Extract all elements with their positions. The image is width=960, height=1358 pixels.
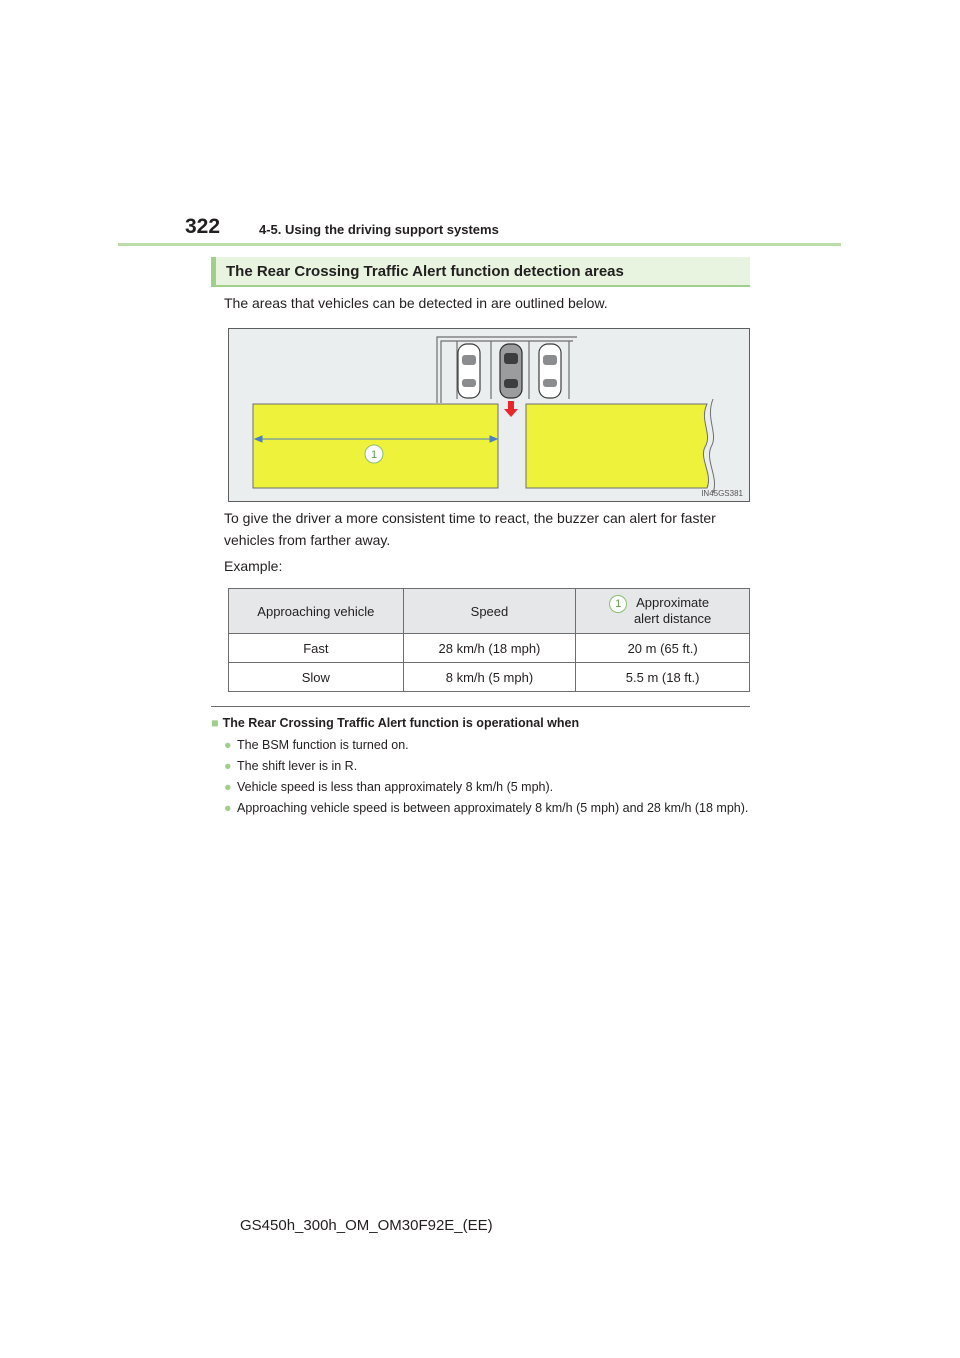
callout-1-badge: 1 xyxy=(609,595,627,613)
section-heading: The Rear Crossing Traffic Alert function detection areas xyxy=(226,263,624,280)
table-header-row xyxy=(229,589,750,634)
footer-document-code: GS450h_300h_OM_OM30F92E_(EE) xyxy=(240,1217,493,1234)
bullet-dot-icon: ● xyxy=(224,780,232,794)
detection-area-diagram xyxy=(229,329,749,501)
list-item: ● Approaching vehicle speed is between approximately 8 km/h (5 mph) and 28 km/h (18 mph). xyxy=(224,801,749,815)
table-cell: Slow xyxy=(229,663,404,692)
table-header-distance xyxy=(576,589,750,634)
table-row xyxy=(229,663,750,692)
body-text-line-1: To give the driver a more consistent time to react, the buzzer can alert for faster xyxy=(224,510,716,526)
table-cell: 8 km/h (5 mph) xyxy=(403,663,576,692)
notes-heading: ■ The Rear Crossing Traffic Alert function is operational when xyxy=(211,716,580,730)
reversing-car-icon xyxy=(500,344,522,398)
list-item: ● Vehicle speed is less than approximately 8 km/h (5 mph). xyxy=(224,780,554,794)
table-header-speed: Speed xyxy=(403,589,576,634)
zone-break-line xyxy=(709,399,714,493)
parked-car-left-icon xyxy=(458,344,480,398)
reverse-arrow-icon xyxy=(504,401,518,417)
bullet-dot-icon: ● xyxy=(224,738,232,752)
notes-divider xyxy=(211,706,750,707)
list-item: ● The shift lever is in R. xyxy=(224,759,358,773)
page-number: 322 xyxy=(185,215,221,238)
table-cell: 28 km/h (18 mph) xyxy=(403,634,576,663)
square-bullet-icon: ■ xyxy=(211,716,219,730)
table-cell: 5.5 m (18 ft.) xyxy=(576,663,750,692)
section-title: 4-5. Using the driving support systems xyxy=(259,222,499,237)
list-item: ● The BSM function is turned on. xyxy=(224,738,409,752)
callout-1-marker xyxy=(365,445,383,463)
example-label: Example: xyxy=(224,558,283,574)
alert-distance-table xyxy=(228,588,750,692)
table-header-vehicle: Approaching vehicle xyxy=(229,589,404,634)
parked-car-right-icon xyxy=(539,344,561,398)
callout-1-label: 1 xyxy=(370,449,378,461)
bullet-dot-icon: ● xyxy=(224,759,232,773)
body-text-line-2: vehicles from farther away. xyxy=(224,532,391,548)
table-cell: 20 m (65 ft.) xyxy=(576,634,750,663)
figure-code: IN45GS381 xyxy=(701,489,743,498)
table-header-distance-text: Approximate alert distance xyxy=(633,595,712,626)
detection-area-figure xyxy=(228,328,750,502)
section-heading-bar xyxy=(211,257,750,287)
table-row xyxy=(229,634,750,663)
bullet-dot-icon: ● xyxy=(224,801,232,815)
intro-text: The areas that vehicles can be detected in are outlined below. xyxy=(224,295,608,311)
header-rule xyxy=(118,243,841,246)
table-cell: Fast xyxy=(229,634,404,663)
detection-zone-right xyxy=(526,404,709,488)
